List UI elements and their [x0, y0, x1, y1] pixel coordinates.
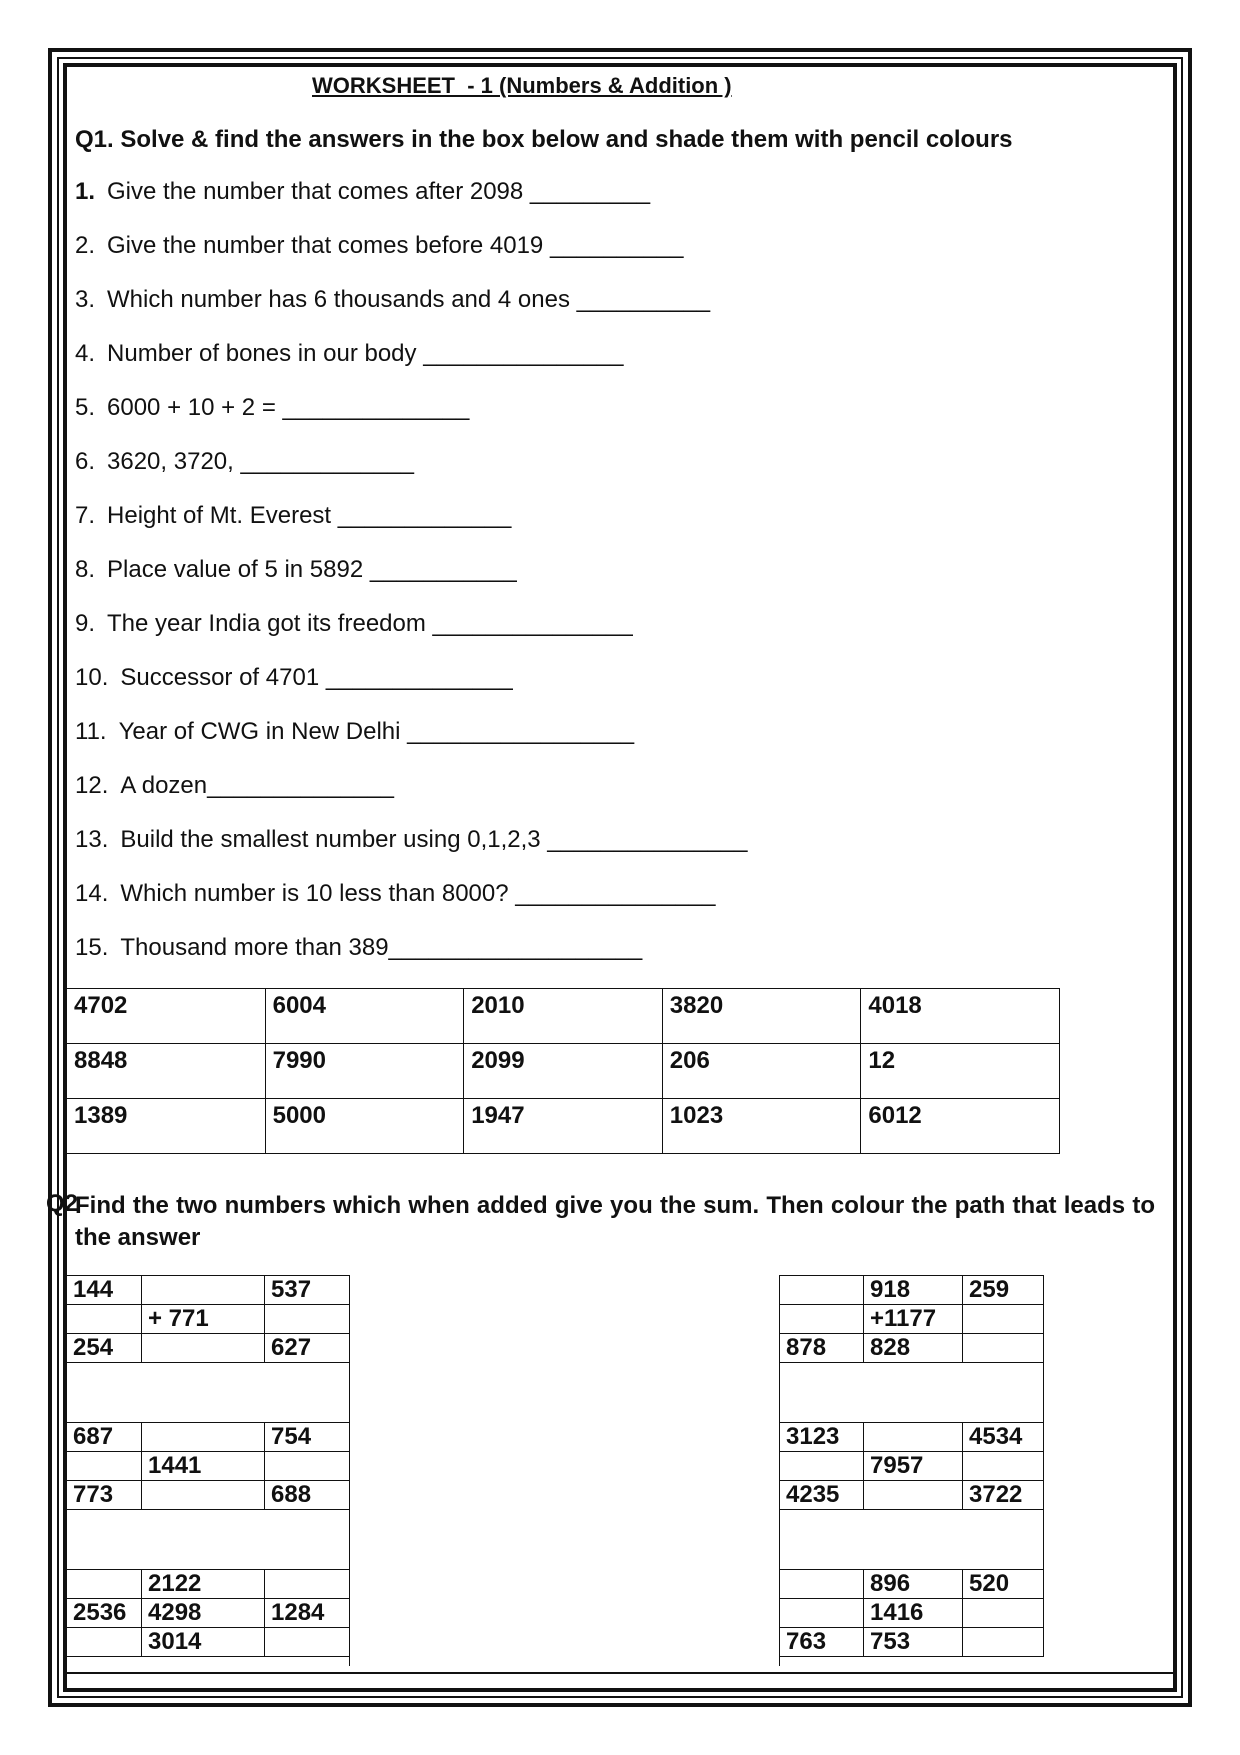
puzzle-row: [780, 1628, 1044, 1657]
q1-item-text: The year India got its freedom _______________: [107, 610, 633, 637]
puzzle-cell: [963, 1305, 1044, 1334]
puzzle-cell: [142, 1334, 265, 1363]
puzzle-cell: 144: [67, 1276, 142, 1305]
answer-grid: [66, 988, 1060, 1154]
q1-item-text: 6000 + 10 + 2 = ______________: [107, 394, 470, 421]
q1-item-text: Thousand more than 389___________________: [120, 934, 643, 961]
q1-item-number: 11.: [75, 718, 107, 745]
q1-item: [75, 232, 683, 260]
puzzle-cell: 4298: [142, 1599, 265, 1628]
puzzle-cell: 754: [265, 1423, 350, 1452]
puzzle-cell: 537: [265, 1276, 350, 1305]
answer-cell: 6004: [265, 989, 464, 1044]
q1-item-number: 9.: [75, 610, 96, 637]
puzzle-cell: 688: [265, 1481, 350, 1510]
puzzle-row: [67, 1452, 350, 1481]
answer-cell: 1023: [662, 1099, 861, 1154]
puzzle-cell: [963, 1452, 1044, 1481]
q1-item-text: Which number is 10 less than 8000? _______________: [120, 880, 716, 907]
answer-cell: 6012: [861, 1099, 1060, 1154]
puzzle-row: [67, 1570, 350, 1599]
center-divider-left: [349, 1275, 350, 1666]
puzzle-cell: [864, 1481, 963, 1510]
q1-item: [75, 178, 650, 206]
answer-grid-row: [67, 1099, 1060, 1154]
q1-item-text: Place value of 5 in 5892 ___________: [107, 556, 517, 583]
puzzle-row: [780, 1570, 1044, 1599]
puzzle-cell: 259: [963, 1276, 1044, 1305]
puzzle-row: [67, 1510, 350, 1570]
answer-cell: 4702: [67, 989, 266, 1044]
puzzle-gap-cell: [780, 1510, 1044, 1570]
puzzle-cell: 828: [864, 1334, 963, 1363]
puzzle-cell: [780, 1276, 864, 1305]
q1-item-text: Which number has 6 thousands and 4 ones __________: [107, 286, 711, 313]
puzzle-cell: 687: [67, 1423, 142, 1452]
q1-item-text: Give the number that comes before 4019 __________: [107, 232, 684, 259]
puzzle-cell: [780, 1305, 864, 1334]
q1-item: [75, 448, 414, 476]
puzzle-row: [67, 1305, 350, 1334]
q1-item: [75, 286, 710, 314]
puzzle-row: [780, 1481, 1044, 1510]
puzzle-row: [67, 1334, 350, 1363]
puzzle-cell: 773: [67, 1481, 142, 1510]
q1-item-number: 3.: [75, 286, 96, 313]
answer-cell: 206: [662, 1044, 861, 1099]
puzzle-cell: 3123: [780, 1423, 864, 1452]
bottom-rule: [66, 1672, 1174, 1674]
q1-item-number: 14.: [75, 880, 109, 907]
puzzle-gap-cell: [780, 1363, 1044, 1423]
q1-item-text: Height of Mt. Everest _____________: [107, 502, 512, 529]
q1-item: [75, 826, 748, 854]
puzzle-cell: 4235: [780, 1481, 864, 1510]
puzzle-cell: 1441: [142, 1452, 265, 1481]
puzzle-cell: [142, 1481, 265, 1510]
puzzle-row: [67, 1481, 350, 1510]
puzzle-cell: 2122: [142, 1570, 265, 1599]
answer-cell: 2010: [464, 989, 663, 1044]
q1-item-number: 12.: [75, 772, 109, 799]
q1-item: [75, 394, 469, 422]
puzzle-cell: [142, 1423, 265, 1452]
q1-item-number: 8.: [75, 556, 96, 583]
puzzle-row: [780, 1334, 1044, 1363]
puzzle-row: [780, 1452, 1044, 1481]
puzzle-cell: 627: [265, 1334, 350, 1363]
answer-cell: 8848: [67, 1044, 266, 1099]
q1-item-number: 2.: [75, 232, 96, 259]
puzzle-cell: 2536: [67, 1599, 142, 1628]
answer-grid-row: [67, 1044, 1060, 1099]
puzzle-grid-left: [66, 1275, 350, 1657]
puzzle-cell: 3722: [963, 1481, 1044, 1510]
puzzle-cell: 918: [864, 1276, 963, 1305]
q1-item: [75, 664, 513, 692]
puzzle-cell: [265, 1452, 350, 1481]
puzzle-cell: [780, 1452, 864, 1481]
puzzle-cell: [67, 1305, 142, 1334]
puzzle-cell: [963, 1599, 1044, 1628]
answer-grid-row: [67, 989, 1060, 1044]
puzzle-cell: 878: [780, 1334, 864, 1363]
puzzle-cell: [963, 1628, 1044, 1657]
answer-cell: 3820: [662, 989, 861, 1044]
puzzle-cell: [265, 1305, 350, 1334]
q1-item-text: Successor of 4701 ______________: [120, 664, 513, 691]
puzzle-row: [780, 1363, 1044, 1423]
puzzle-cell: +1177: [864, 1305, 963, 1334]
answer-cell: 5000: [265, 1099, 464, 1154]
puzzle-cell: [67, 1452, 142, 1481]
q1-item: [75, 556, 517, 584]
worksheet-title: WORKSHEET - 1 (Numbers & Addition ): [312, 73, 732, 98]
puzzle-row: [67, 1363, 350, 1423]
puzzle-cell: [265, 1570, 350, 1599]
q1-item: [75, 610, 633, 638]
puzzle-cell: 254: [67, 1334, 142, 1363]
answer-cell: 2099: [464, 1044, 663, 1099]
q2-heading: Find the two numbers which when added give you the sum. Then colour the path that leads to the answer: [75, 1192, 1155, 1251]
puzzle-row: [67, 1599, 350, 1628]
puzzle-cell: 763: [780, 1628, 864, 1657]
center-divider-right: [779, 1275, 780, 1666]
puzzle-cell: [963, 1334, 1044, 1363]
puzzle-cell: 753: [864, 1628, 963, 1657]
q1-item-number: 10.: [75, 664, 109, 691]
puzzle-cell: 896: [864, 1570, 963, 1599]
answer-cell: 1389: [67, 1099, 266, 1154]
q1-item: [75, 880, 715, 908]
answer-cell: 1947: [464, 1099, 663, 1154]
puzzle-cell: [864, 1423, 963, 1452]
puzzle-row: [67, 1628, 350, 1657]
q1-item-text: Build the smallest number using 0,1,2,3 _______________: [120, 826, 748, 853]
puzzle-row: [780, 1510, 1044, 1570]
puzzle-cell: 1416: [864, 1599, 963, 1628]
q1-item: [75, 772, 394, 800]
puzzle-cell: + 771: [142, 1305, 265, 1334]
q1-item-number: 15.: [75, 934, 109, 961]
q1-item: [75, 340, 623, 368]
q2-mark: Q2: [46, 1190, 79, 1217]
puzzle-row: [780, 1599, 1044, 1628]
puzzle-cell: [67, 1570, 142, 1599]
puzzle-gap-cell: [67, 1363, 350, 1423]
puzzle-cell: [142, 1276, 265, 1305]
q1-item-number: 6.: [75, 448, 96, 475]
q1-item-text: Number of bones in our body _______________: [107, 340, 624, 367]
q1-item-text: Give the number that comes after 2098 _________: [107, 178, 651, 205]
puzzle-cell: 3014: [142, 1628, 265, 1657]
puzzle-grid-right: [779, 1275, 1044, 1657]
puzzle-cell: [265, 1628, 350, 1657]
puzzle-row: [67, 1276, 350, 1305]
puzzle-cell: [67, 1628, 142, 1657]
puzzle-row: [780, 1423, 1044, 1452]
q1-item-text: Year of CWG in New Delhi _________________: [118, 718, 635, 745]
puzzle-row: [780, 1305, 1044, 1334]
q1-item-number: 7.: [75, 502, 96, 529]
answer-cell: 12: [861, 1044, 1060, 1099]
q1-heading: Q1. Solve & find the answers in the box below and shade them with pencil colours: [75, 126, 1013, 153]
answer-cell: 4018: [861, 989, 1060, 1044]
q1-item-number: 5.: [75, 394, 96, 421]
puzzle-row: [780, 1276, 1044, 1305]
q1-item: [75, 502, 511, 530]
puzzle-cell: 4534: [963, 1423, 1044, 1452]
answer-cell: 7990: [265, 1044, 464, 1099]
q1-item-number: 13.: [75, 826, 109, 853]
puzzle-cell: [780, 1599, 864, 1628]
q1-item: [75, 934, 642, 962]
q1-item-text: 3620, 3720, _____________: [107, 448, 414, 475]
q1-item-number: 4.: [75, 340, 96, 367]
puzzle-cell: 7957: [864, 1452, 963, 1481]
puzzle-cell: 1284: [265, 1599, 350, 1628]
q1-item-text: A dozen______________: [120, 772, 394, 799]
puzzle-cell: 520: [963, 1570, 1044, 1599]
puzzle-gap-cell: [67, 1510, 350, 1570]
puzzle-cell: [780, 1570, 864, 1599]
puzzle-row: [67, 1423, 350, 1452]
q1-item-number: 1.: [75, 178, 96, 205]
q1-item: [75, 718, 634, 746]
